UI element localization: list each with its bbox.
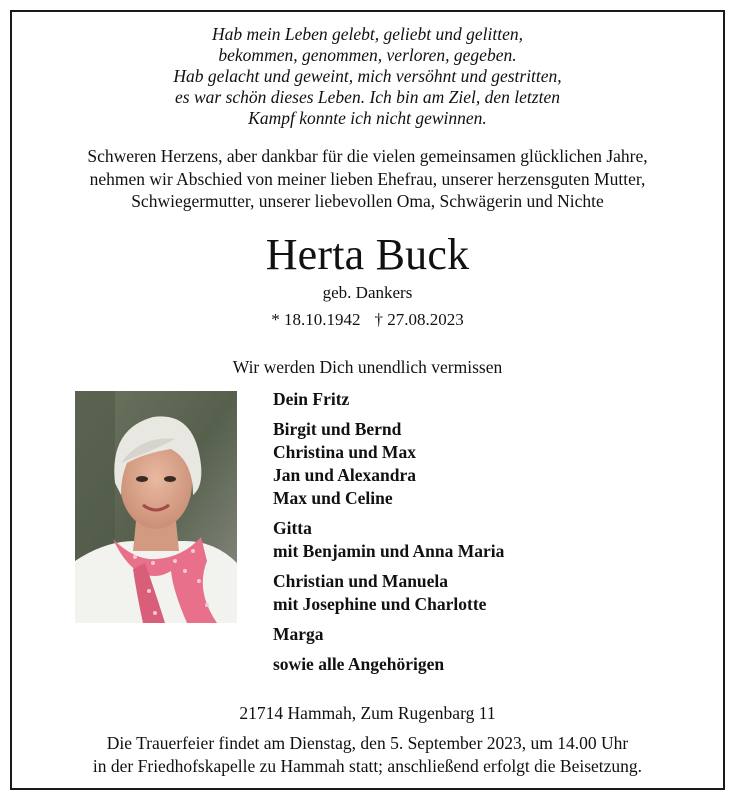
portrait-photo (75, 391, 237, 623)
family-signatures (273, 388, 504, 683)
service-line: in der Friedhofskapelle zu Hammah statt; anschließend erfolgt die Beisetzung. (92, 755, 643, 776)
deceased-name: Herta Buck (265, 230, 470, 279)
family-line: Max und Celine (273, 488, 393, 508)
family-line: Dein Fritz (273, 389, 350, 409)
intro-line: Schweren Herzens, aber dankbar für die vielen gemeinsamen glücklichen Jahre, (87, 146, 648, 166)
service-info (0, 732, 735, 777)
address-line: 21714 Hammah, Zum Rugenbarg 11 (239, 703, 496, 723)
miss-line: Wir werden Dich unendlich vermissen (232, 357, 503, 377)
intro-text (0, 145, 735, 213)
family-group (273, 418, 504, 510)
family-line: mit Josephine und Charlotte (273, 594, 487, 614)
family-line: Birgit und Bernd (273, 419, 402, 439)
life-dates (0, 310, 735, 330)
poem-line: Hab mein Leben gelebt, geliebt und gelitten, (211, 24, 524, 44)
death-date: † 27.08.2023 (374, 310, 464, 329)
family-line: Christian und Manuela (273, 571, 449, 591)
family-group (273, 517, 504, 563)
family-group (273, 388, 504, 411)
family-group (273, 570, 504, 616)
maiden-name: geb. Dankers (322, 283, 413, 302)
family-line: Gitta (273, 518, 312, 538)
intro-line: Schwiegermutter, unserer liebevollen Oma, Schwägerin und Nichte (131, 191, 604, 211)
family-line: mit Benjamin und Anna Maria (273, 541, 505, 561)
poem-line: bekommen, genommen, verloren, gegeben. (218, 45, 517, 65)
intro-line: nehmen wir Abschied von meiner lieben Ehefrau, unserer herzensguten Mutter, (89, 168, 646, 189)
family-line: Christina und Max (273, 442, 416, 462)
poem-line: Kampf konnte ich nicht gewinnen. (248, 108, 487, 128)
family-line: Marga (273, 624, 324, 644)
service-line: Die Trauerfeier findet am Dienstag, den 5. September 2023, um 14.00 Uhr (106, 733, 629, 753)
family-group (273, 653, 504, 676)
poem-line: es war schön dieses Leben. Ich bin am Ziel, den letzten (175, 87, 560, 107)
poem-line: Hab gelacht und geweint, mich versöhnt und gestritten, (173, 66, 562, 86)
family-line: sowie alle Angehörigen (273, 654, 445, 674)
family-line: Jan und Alexandra (273, 465, 416, 485)
family-group (273, 623, 504, 646)
birth-date: * 18.10.1942 (271, 310, 361, 329)
poem (0, 24, 735, 129)
